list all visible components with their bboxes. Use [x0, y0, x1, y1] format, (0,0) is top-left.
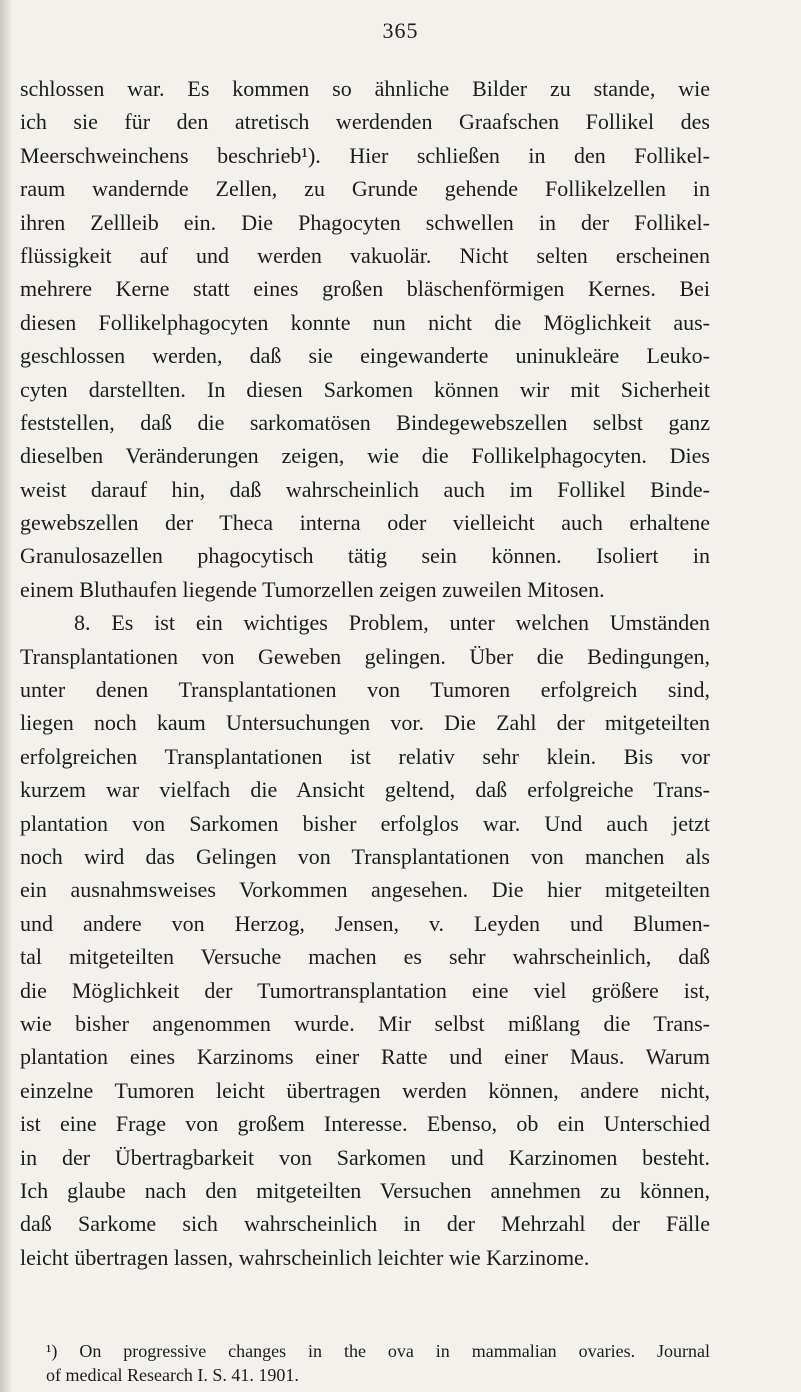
text-line: flüssigkeit auf und werden vakuolär. Nicht selten erscheinen: [20, 242, 710, 268]
footnote-line: ¹) On progressive changes in the ova in mammalian ovaries. Journal: [46, 1341, 710, 1361]
text-line: ist eine Frage von großem Interesse. Ebenso, ob ein Unterschied: [20, 1111, 710, 1137]
text-line: Meerschweinchens beschrieb¹). Hier schließen in den Follikel-: [20, 142, 710, 168]
text-line: mehrere Kerne statt eines großen bläschenförmigen Kernes. Bei: [20, 276, 710, 302]
footnote: [46, 1339, 710, 1387]
text-line: gewebszellen der Theca interna oder vielleicht auch erhaltene: [20, 510, 710, 536]
text-line: ein ausnahmsweises Vorkommen angesehen. Die hier mitgeteilten: [20, 877, 710, 903]
text-line: ich sie für den atretisch werdenden Graafschen Follikel des: [20, 109, 710, 135]
text-line: plantation von Sarkomen bisher erfolglos war. Und auch jetzt: [20, 810, 710, 836]
text-line: raum wandernde Zellen, zu Grunde gehende Follikelzellen in: [20, 176, 710, 202]
text-line: wie bisher angenommen wurde. Mir selbst mißlang die Trans-: [20, 1010, 710, 1036]
text-line: cyten darstellten. In diesen Sarkomen können wir mit Sicherheit: [20, 376, 710, 402]
text-line: leicht übertragen lassen, wahrscheinlich leichter wie Karzinome.: [20, 1244, 590, 1270]
text-line: tal mitgeteilten Versuche machen es sehr wahrscheinlich, daß: [20, 944, 710, 970]
text-line: Ich glaube nach den mitgeteilten Versuchen annehmen zu können,: [20, 1177, 710, 1203]
text-line: feststellen, daß die sarkomatösen Bindegewebszellen selbst ganz: [20, 409, 710, 435]
page-edge-shadow: [0, 0, 12, 1392]
text-line: geschlossen werden, daß sie eingewanderte uninukleäre Leuko-: [20, 343, 710, 369]
text-line: einzelne Tumoren leicht übertragen werden können, andere nicht,: [20, 1077, 710, 1103]
footnote-line: of medical Research I. S. 41. 1901.: [46, 1365, 299, 1385]
text-line: einem Bluthaufen liegende Tumorzellen zeigen zuweilen Mitosen.: [20, 576, 605, 602]
text-line: unter denen Transplantationen von Tumoren erfolgreich sind,: [20, 677, 710, 703]
text-line: diesen Follikelphagocyten konnte nun nicht die Möglichkeit aus-: [20, 309, 710, 335]
text-line: die Möglichkeit der Tumortransplantation eine viel größere ist,: [20, 977, 710, 1003]
text-line: 8. Es ist ein wichtiges Problem, unter welchen Umständen: [74, 610, 710, 636]
page-number: 365: [382, 18, 419, 43]
text-line: daß Sarkome sich wahrscheinlich in der Mehrzahl der Fälle: [20, 1211, 710, 1237]
text-line: schlossen war. Es kommen so ähnliche Bilder zu stande, wie: [20, 76, 710, 101]
text-line: ihren Zellleib ein. Die Phagocyten schwellen in der Follikel-: [20, 209, 710, 235]
text-line: und andere von Herzog, Jensen, v. Leyden und Blumen-: [20, 910, 710, 936]
text-line: plantation eines Karzinoms einer Ratte und einer Maus. Warum: [20, 1044, 710, 1070]
body-text: [20, 72, 710, 1274]
text-line: kurzem war vielfach die Ansicht geltend, daß erfolgreiche Trans-: [20, 777, 710, 803]
text-line: Granulosazellen phagocytisch tätig sein können. Isoliert in: [20, 543, 710, 569]
text-line: weist darauf hin, daß wahrscheinlich auch im Follikel Binde-: [20, 476, 710, 502]
text-line: in der Übertragbarkeit von Sarkomen und Karzinomen besteht.: [20, 1144, 710, 1170]
paragraph-2: [20, 606, 710, 1274]
text-line: noch wird das Gelingen von Transplantationen von manchen als: [20, 843, 710, 869]
text-line: dieselben Veränderungen zeigen, wie die Follikelphagocyten. Dies: [20, 443, 710, 469]
text-line: erfolgreichen Transplantationen ist relativ sehr klein. Bis vor: [20, 743, 710, 769]
text-line: Transplantationen von Geweben gelingen. Über die Bedingungen,: [20, 643, 710, 669]
paragraph-1: [20, 72, 710, 606]
text-line: liegen noch kaum Untersuchungen vor. Die Zahl der mitgeteilten: [20, 710, 710, 736]
